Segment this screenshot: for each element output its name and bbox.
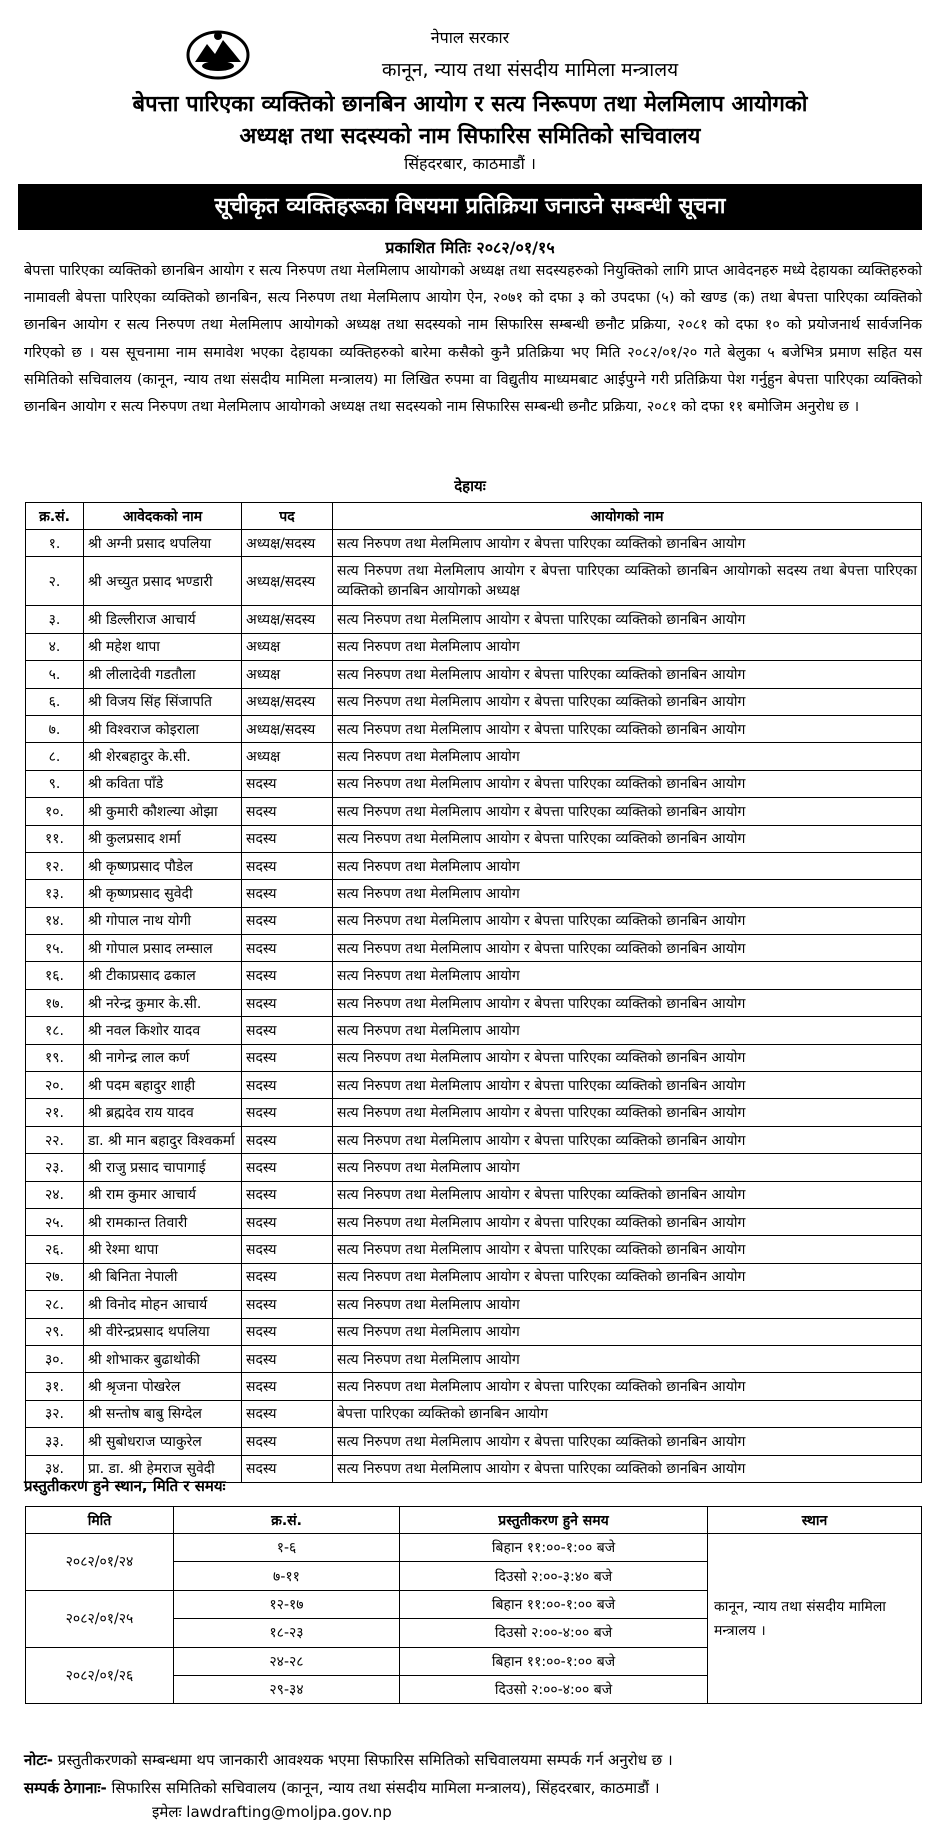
table-row (26, 798, 922, 825)
published-date: प्रकाशित मितिः २०८२/०१/१५ (385, 238, 555, 257)
row-post: अध्यक्ष/सदस्य (242, 530, 333, 557)
row-sn: १७. (26, 989, 84, 1016)
row-name: श्री गोपाल नाथ योगी (84, 907, 242, 934)
row-post: सदस्य (242, 1044, 333, 1071)
row-name: श्री राम कुमार आचार्य (84, 1181, 242, 1208)
row-commission: सत्य निरुपण तथा मेलमिलाप आयोग र बेपत्ता पारिएका व्यक्तिको छानबिन आयोग (333, 825, 922, 852)
row-post: सदस्य (242, 880, 333, 907)
row-sn: १४. (26, 907, 84, 934)
row-commission: सत्य निरुपण तथा मेलमिलाप आयोग र बेपत्ता पारिएका व्यक्तिको छानबिन आयोग (333, 1099, 922, 1126)
header-commission: आयोगको नाम (333, 503, 922, 530)
table-row (26, 1044, 922, 1071)
row-name: श्री पदम बहादुर शाही (84, 1072, 242, 1099)
row-name: श्री ब्रह्मदेव राय यादव (84, 1099, 242, 1126)
row-name: श्री महेश थापा (84, 633, 242, 660)
candidate-table-body (26, 530, 922, 1483)
table-row (26, 557, 922, 606)
presentation-time: बिहान ११:००-१:०० बजे (400, 1647, 708, 1675)
notice-paragraph: बेपत्ता पारिएका व्यक्तिको छानबिन आयोग र सत्य निरुपण तथा मेलमिलाप आयोगको अध्यक्ष तथा सदस्यहरुको नियुक्तिको लागि प्राप्त आवेदनहरु मध्ये देहायका व्यक्तिहरुको नामावली बेपत्ता पारिएका व्यक्तिको छानबिन, सत्य निरुपण तथा मेलमिलाप आयोग ऐन, २०७१ को दफा ३ को उपदफा (५) को खण्ड (क) तथा बेपत्ता पारिएका व्यक्तिको छानबिन आयोग र सत्य निरुपण तथा मेलमिलाप आयोगको अध्यक्ष तथा सदस्यको नाम सिफारिस सम्बन्धी छनौट प्रक्रिया, २०८१ को दफा १० को प्रयोजनार्थ सार्वजनिक गरिएको छ । यस सूचनामा नाम समावेश भएका देहायका व्यक्तिहरुको बारेमा कसैको कुनै प्रतिक्रिया भए मिति २०८२/०१/२० गते बेलुका ५ बजेभित्र प्रमाण सहित यस समितिको सचिवालय (कानून, न्याय तथा संसदीय मामिला मन्त्रालय) मा लिखित रुपमा वा विद्युतीय माध्यमबाट आईपुग्ने गरी प्रतिक्रिया पेश गर्नुहुन बेपत्ता पारिएका व्यक्तिको छानबिन आयोग र सत्य निरुपण तथा मेलमिलाप आयोगको अध्यक्ष तथा सदस्यको नाम सिफारिस सम्बन्धी छनौट प्रक्रिया, २०८१ को दफा ११ बमोजिम अनुरोध छ । (24, 263, 922, 416)
ministry-title: कानून, न्याय तथा संसदीय मामिला मन्त्रालय (381, 59, 679, 81)
row-sn: २१. (26, 1099, 84, 1126)
presentation-venue: कानून, न्याय तथा संसदीय मामिला मन्त्रालय । (708, 1534, 922, 1704)
row-post: सदस्य (242, 1072, 333, 1099)
row-commission: सत्य निरुपण तथा मेलमिलाप आयोग र बेपत्ता पारिएका व्यक्तिको छानबिन आयोग (333, 715, 922, 742)
row-name: श्री गोपाल प्रसाद लम्साल (84, 935, 242, 962)
office-address: सिंहदरबार, काठमाडौं । (404, 154, 536, 173)
row-sn: ३४. (26, 1455, 84, 1482)
row-commission: सत्य निरुपण तथा मेलमिलाप आयोग (333, 743, 922, 770)
row-commission: सत्य निरुपण तथा मेलमिलाप आयोग र बेपत्ता पारिएका व्यक्तिको छानबिन आयोग (333, 935, 922, 962)
row-post: सदस्य (242, 1017, 333, 1044)
row-name: श्री सन्तोष बाबु सिग्देल (84, 1400, 242, 1427)
row-post: सदस्य (242, 989, 333, 1016)
row-sn: १८. (26, 1017, 84, 1044)
row-name: श्री कविता पाँडे (84, 770, 242, 797)
table-row (26, 743, 922, 770)
row-sn: २७. (26, 1263, 84, 1290)
presentation-range: १८-२३ (174, 1619, 400, 1647)
row-post: सदस्य (242, 935, 333, 962)
row-commission: सत्य निरुपण तथा मेलमिलाप आयोग र बेपत्ता पारिएका व्यक्तिको छानबिन आयोग (333, 1263, 922, 1290)
table-row (26, 1373, 922, 1400)
row-name: श्री अच्युत प्रसाद भण्डारी (84, 557, 242, 606)
row-name: श्री रामकान्त तिवारी (84, 1208, 242, 1235)
candidate-table (25, 502, 922, 1483)
presentation-date: २०८२/०१/२४ (26, 1534, 174, 1591)
row-commission: सत्य निरुपण तथा मेलमिलाप आयोग (333, 1291, 922, 1318)
row-commission: सत्य निरुपण तथा मेलमिलाप आयोग (333, 852, 922, 879)
row-sn: ६. (26, 688, 84, 715)
contact-email: इमेलः lawdrafting@moljpa.gov.np (152, 1803, 392, 1821)
table-row (26, 1428, 922, 1455)
presentation-row (26, 1534, 922, 1562)
header-name: आवेदकको नाम (84, 503, 242, 530)
table-row (26, 661, 922, 688)
row-name: श्री नागेन्द्र लाल कर्ण (84, 1044, 242, 1071)
table-row (26, 1154, 922, 1181)
presentation-date: २०८२/०१/२५ (26, 1590, 174, 1647)
row-post: सदस्य (242, 852, 333, 879)
row-post: सदस्य (242, 962, 333, 989)
table-row (26, 1072, 922, 1099)
presentation-time: दिउसो २:००-४:०० बजे (400, 1619, 708, 1647)
table-row (26, 989, 922, 1016)
footer-contact (24, 1778, 660, 1798)
row-commission: सत्य निरुपण तथा मेलमिलाप आयोग र बेपत्ता पारिएका व्यक्तिको छानबिन आयोग (333, 688, 922, 715)
row-commission: सत्य निरुपण तथा मेलमिलाप आयोग र बेपत्ता पारिएका व्यक्तिको छानबिन आयोग (333, 1181, 922, 1208)
note-text: प्रस्तुतीकरणको सम्बन्धमा थप जानकारी आवश्यक भएमा सिफारिस समितिको सचिवालयमा सम्पर्क गर्न अनुरोध छ । (53, 1751, 673, 1769)
row-commission: सत्य निरुपण तथा मेलमिलाप आयोग र बेपत्ता पारिएका व्यक्तिको छानबिन आयोग (333, 1126, 922, 1153)
row-post: सदस्य (242, 770, 333, 797)
row-post: सदस्य (242, 1181, 333, 1208)
row-commission: सत्य निरुपण तथा मेलमिलाप आयोग (333, 633, 922, 660)
row-sn: २५. (26, 1208, 84, 1235)
row-name: श्री राजु प्रसाद चापागाई (84, 1154, 242, 1181)
row-sn: ५. (26, 661, 84, 688)
table-row (26, 770, 922, 797)
row-commission: सत्य निरुपण तथा मेलमिलाप आयोग र बेपत्ता पारिएका व्यक्तिको छानबिन आयोगको सदस्य तथा बेपत्ता पारिएका व्यक्तिको छानबिन आयोगको अध्यक्ष (333, 557, 922, 606)
presentation-range: १-६ (174, 1534, 400, 1562)
header-venue: स्थान (708, 1507, 922, 1534)
row-name: श्री विनोद मोहन आचार्य (84, 1291, 242, 1318)
row-post: अध्यक्ष (242, 661, 333, 688)
row-name: श्री डिल्लीराज आचार्य (84, 606, 242, 633)
row-name: श्री कृष्णप्रसाद सुवेदी (84, 880, 242, 907)
table-row (26, 530, 922, 557)
header-time: प्रस्तुतीकरण हुने समय (400, 1507, 708, 1534)
row-commission: सत्य निरुपण तथा मेलमिलाप आयोग र बेपत्ता पारिएका व्यक्तिको छानबिन आयोग (333, 1455, 922, 1482)
row-sn: ७. (26, 715, 84, 742)
row-name: श्री शेरबहादुर के.सी. (84, 743, 242, 770)
row-commission: सत्य निरुपण तथा मेलमिलाप आयोग र बेपत्ता पारिएका व्यक्तिको छानबिन आयोग (333, 606, 922, 633)
presentation-time: बिहान ११:००-१:०० बजे (400, 1534, 708, 1562)
row-post: अध्यक्ष/सदस्य (242, 557, 333, 606)
contact-text: सिफारिस समितिको सचिवालय (कानून, न्याय तथा संसदीय मामिला मन्त्रालय), सिंहदरबार, काठमाडौं । (106, 1779, 660, 1797)
header-date: मिति (26, 1507, 174, 1534)
row-sn: २३. (26, 1154, 84, 1181)
row-post: सदस्य (242, 1373, 333, 1400)
presentation-range: ७-११ (174, 1562, 400, 1590)
row-post: सदस्य (242, 1428, 333, 1455)
table-row (26, 1400, 922, 1427)
row-commission: सत्य निरुपण तथा मेलमिलाप आयोग र बेपत्ता पारिएका व्यक्तिको छानबिन आयोग (333, 770, 922, 797)
contact-label: सम्पर्क ठेगानाः- (24, 1779, 107, 1797)
row-name: प्रा. डा. श्री हेमराज सुवेदी (84, 1455, 242, 1482)
table-row (26, 962, 922, 989)
row-sn: २. (26, 557, 84, 606)
row-post: सदस्य (242, 1236, 333, 1263)
row-name: श्री टीकाप्रसाद ढकाल (84, 962, 242, 989)
row-commission: सत्य निरुपण तथा मेलमिलाप आयोग र बेपत्ता पारिएका व्यक्तिको छानबिन आयोग (333, 661, 922, 688)
table-row (26, 633, 922, 660)
row-post: सदस्य (242, 1400, 333, 1427)
row-post: अध्यक्ष (242, 633, 333, 660)
presentation-time: बिहान ११:००-१:०० बजे (400, 1590, 708, 1618)
government-title: नेपाल सरकार (430, 28, 510, 47)
row-commission: सत्य निरुपण तथा मेलमिलाप आयोग र बेपत्ता पारिएका व्यक्तिको छानबिन आयोग (333, 1428, 922, 1455)
row-sn: २९. (26, 1318, 84, 1345)
row-name: श्री सुबोधराज प्याकुरेल (84, 1428, 242, 1455)
table-row (26, 825, 922, 852)
row-name: श्री अग्नी प्रसाद थपलिया (84, 530, 242, 557)
row-post: अध्यक्ष/सदस्य (242, 606, 333, 633)
row-sn: ११. (26, 825, 84, 852)
row-sn: २२. (26, 1126, 84, 1153)
header-range: क्र.सं. (174, 1507, 400, 1534)
row-post: सदस्य (242, 1126, 333, 1153)
row-post: सदस्य (242, 798, 333, 825)
table-row (26, 852, 922, 879)
row-sn: १. (26, 530, 84, 557)
row-sn: १३. (26, 880, 84, 907)
row-name: श्री श्रृजना पोखरेल (84, 1373, 242, 1400)
row-commission: सत्य निरुपण तथा मेलमिलाप आयोग र बेपत्ता पारिएका व्यक्तिको छानबिन आयोग (333, 1373, 922, 1400)
row-commission: सत्य निरुपण तथा मेलमिलाप आयोग (333, 962, 922, 989)
row-sn: ३१. (26, 1373, 84, 1400)
secretariat-title-line1: बेपत्ता पारिएका व्यक्तिको छानबिन आयोग र सत्य निरूपण तथा मेलमिलाप आयोगको (132, 92, 808, 117)
table-row (26, 907, 922, 934)
row-sn: ८. (26, 743, 84, 770)
row-commission: बेपत्ता पारिएका व्यक्तिको छानबिन आयोग (333, 1400, 922, 1427)
row-sn: २४. (26, 1181, 84, 1208)
table-row (26, 1318, 922, 1345)
table-row (26, 1017, 922, 1044)
row-sn: १०. (26, 798, 84, 825)
row-post: सदस्य (242, 1208, 333, 1235)
row-post: सदस्य (242, 1154, 333, 1181)
row-sn: १९. (26, 1044, 84, 1071)
table-row (26, 1208, 922, 1235)
row-post: सदस्य (242, 1099, 333, 1126)
row-sn: ४. (26, 633, 84, 660)
table-row (26, 880, 922, 907)
row-sn: ३३. (26, 1428, 84, 1455)
row-sn: २८. (26, 1291, 84, 1318)
row-post: सदस्य (242, 907, 333, 934)
presentation-heading: प्रस्तुतीकरण हुने स्थान, मिति र समयः (24, 1477, 226, 1495)
row-commission: सत्य निरुपण तथा मेलमिलाप आयोग र बेपत्ता पारिएका व्यक्तिको छानबिन आयोग (333, 1072, 922, 1099)
header-sn: क्र.सं. (26, 503, 84, 530)
row-name: डा. श्री मान बहादुर विश्वकर्मा (84, 1126, 242, 1153)
row-post: अध्यक्ष/सदस्य (242, 688, 333, 715)
table-row (26, 1236, 922, 1263)
secretariat-title-line2: अध्यक्ष तथा सदस्यको नाम सिफारिस समितिको सचिवालय (239, 124, 701, 149)
row-sn: १२. (26, 852, 84, 879)
row-post: अध्यक्ष/सदस्य (242, 715, 333, 742)
row-sn: १५. (26, 935, 84, 962)
row-name: श्री रेश्मा थापा (84, 1236, 242, 1263)
row-sn: ३. (26, 606, 84, 633)
table-row (26, 1099, 922, 1126)
table-row (26, 1291, 922, 1318)
row-name: श्री विश्वराज कोइराला (84, 715, 242, 742)
presentation-range: २४-२८ (174, 1647, 400, 1675)
row-commission: सत्य निरुपण तथा मेलमिलाप आयोग र बेपत्ता पारिएका व्यक्तिको छानबिन आयोग (333, 530, 922, 557)
row-name: श्री नरेन्द्र कुमार के.सी. (84, 989, 242, 1016)
table-row (26, 715, 922, 742)
table-row (26, 688, 922, 715)
row-post: अध्यक्ष (242, 743, 333, 770)
footer-note (24, 1750, 673, 1770)
table-row (26, 1345, 922, 1372)
table-row (26, 1263, 922, 1290)
row-post: सदस्य (242, 1318, 333, 1345)
row-commission: सत्य निरुपण तथा मेलमिलाप आयोग र बेपत्ता पारिएका व्यक्तिको छानबिन आयोग (333, 1044, 922, 1071)
presentation-range: २९-३४ (174, 1675, 400, 1703)
row-commission: सत्य निरुपण तथा मेलमिलाप आयोग (333, 1345, 922, 1372)
row-commission: सत्य निरुपण तथा मेलमिलाप आयोग र बेपत्ता पारिएका व्यक्तिको छानबिन आयोग (333, 907, 922, 934)
row-name: श्री कृष्णप्रसाद पौडेल (84, 852, 242, 879)
row-post: सदस्य (242, 1455, 333, 1482)
row-commission: सत्य निरुपण तथा मेलमिलाप आयोग र बेपत्ता पारिएका व्यक्तिको छानबिन आयोग (333, 798, 922, 825)
row-post: सदस्य (242, 1345, 333, 1372)
row-commission: सत्य निरुपण तथा मेलमिलाप आयोग (333, 1154, 922, 1181)
row-post: सदस्य (242, 825, 333, 852)
presentation-table-body (26, 1534, 922, 1704)
row-sn: १६. (26, 962, 84, 989)
list-heading: देहायः (454, 477, 486, 495)
table-row (26, 1126, 922, 1153)
row-post: सदस्य (242, 1291, 333, 1318)
table-row (26, 606, 922, 633)
row-name: श्री कुमारी कौशल्या ओझा (84, 798, 242, 825)
row-commission: सत्य निरुपण तथा मेलमिलाप आयोग (333, 880, 922, 907)
row-name: श्री विजय सिंह सिंजापति (84, 688, 242, 715)
presentation-time: दिउसो २:००-४:०० बजे (400, 1675, 708, 1703)
candidate-table-header (26, 503, 922, 530)
presentation-time: दिउसो २:००-३:४० बजे (400, 1562, 708, 1590)
table-row (26, 935, 922, 962)
row-commission: सत्य निरुपण तथा मेलमिलाप आयोग र बेपत्ता पारिएका व्यक्तिको छानबिन आयोग (333, 1208, 922, 1235)
row-commission: सत्य निरुपण तथा मेलमिलाप आयोग (333, 1017, 922, 1044)
row-sn: ३०. (26, 1345, 84, 1372)
row-name: श्री बिनिता नेपाली (84, 1263, 242, 1290)
presentation-range: १२-१७ (174, 1590, 400, 1618)
table-row (26, 1181, 922, 1208)
row-name: श्री शोभाकर बुढाथोकी (84, 1345, 242, 1372)
header-post: पद (242, 503, 333, 530)
row-commission: सत्य निरुपण तथा मेलमिलाप आयोग र बेपत्ता पारिएका व्यक्तिको छानबिन आयोग (333, 1236, 922, 1263)
row-post: सदस्य (242, 1263, 333, 1290)
row-name: श्री लीलादेवी गडतौला (84, 661, 242, 688)
presentation-date: २०८२/०१/२६ (26, 1647, 174, 1704)
row-commission: सत्य निरुपण तथा मेलमिलाप आयोग र बेपत्ता पारिएका व्यक्तिको छानबिन आयोग (333, 989, 922, 1016)
row-name: श्री वीरेन्द्रप्रसाद थपलिया (84, 1318, 242, 1345)
row-commission: सत्य निरुपण तथा मेलमिलाप आयोग (333, 1318, 922, 1345)
row-sn: ३२. (26, 1400, 84, 1427)
presentation-table-header (26, 1507, 922, 1534)
row-name: श्री नवल किशोर यादव (84, 1017, 242, 1044)
presentation-table (25, 1506, 922, 1704)
row-name: श्री कुलप्रसाद शर्मा (84, 825, 242, 852)
note-label: नोटः- (24, 1751, 54, 1769)
row-sn: ९. (26, 770, 84, 797)
row-sn: २६. (26, 1236, 84, 1263)
row-sn: २०. (26, 1072, 84, 1099)
notice-title: सूचीकृत व्यक्तिहरूका विषयमा प्रतिक्रिया जनाउने सम्बन्धी सूचना (18, 184, 922, 230)
